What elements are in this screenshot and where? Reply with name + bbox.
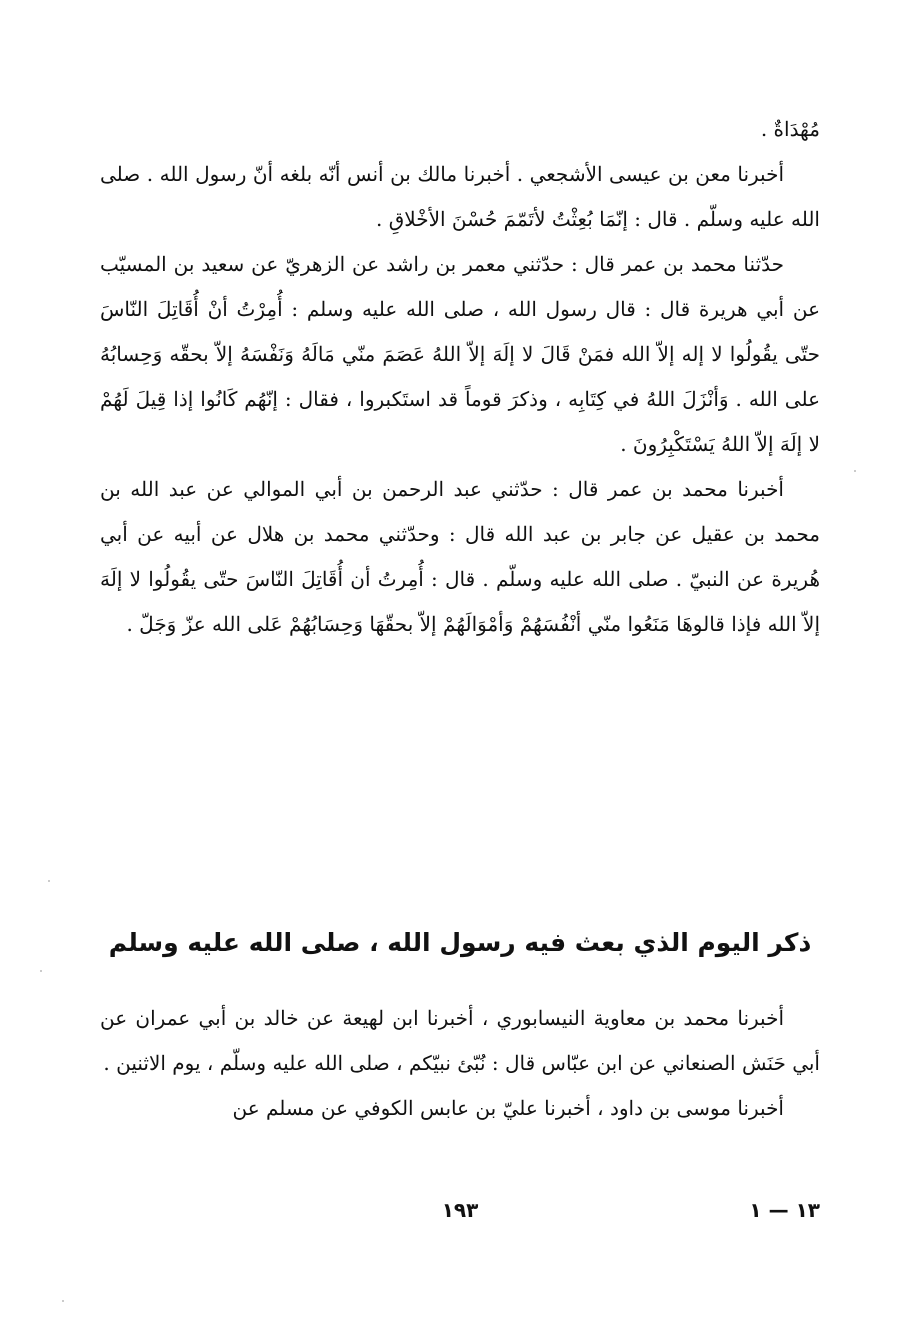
paragraph: أخبرنا محمد بن معاوية النيسابوري ، أخبرنا ابن لهيعة عن خالد بن أبي عمران عن أبي حَنَش الصنعاني عن ابن عبّاس قال : نُبّئ نبيّكم ، صلى الله عليه وسلّم ، يوم الاثنين .	[100, 1006, 820, 1075]
scan-speck	[40, 970, 42, 972]
bottom-text-section	[100, 996, 820, 1131]
paragraph: أخبرنا معن بن عيسى الأشجعي . أخبرنا مالك بن أنس أنّه بلغه أنّ رسول الله . صلى الله عليه وسلّم . قال : إنّمَا بُعِثْتُ لأتَمّمَ حُسْنَ الأخْلاقِ .	[100, 162, 820, 231]
paragraph-continuation: مُهْدَاةٌ .	[760, 117, 820, 141]
page-footer	[100, 1198, 820, 1238]
top-text-section	[100, 107, 820, 647]
paragraph: أخبرنا موسى بن داود ، أخبرنا عليّ بن عابس الكوفي عن مسلم عن	[232, 1096, 784, 1120]
page-number: ١٩٣	[441, 1198, 479, 1222]
scan-speck	[48, 880, 50, 882]
section-heading: ذكر اليوم الذي بعث فيه رسول الله ، صلى الله عليه وسلم	[108, 928, 812, 957]
signature-mark: ١٣ — ١	[749, 1198, 820, 1222]
scan-speck	[854, 470, 856, 472]
paragraph: أخبرنا محمد بن عمر قال : حدّثني عبد الرحمن بن أبي الموالي عن عبد الله بن محمد بن عقيل عن جابر بن عبد الله قال : وحدّثني محمد بن هلال عن أبيه عن أبي هُريرة عن النبيّ . صلى الله عليه وسلّم . قال : أُمِرتُ أن أُقَاتِلَ النّاسَ حتّى يقُولُوا لا إلَهَ إلاّ الله فإذا قالوهَا مَنَعُوا منّي أنْفُسَهُمْ وَأمْوَالَهُمْ إلاّ بحقّهَا وَحِسَابُهُمْ عَلى الله عزّ وَجَلّ .	[100, 477, 820, 636]
paragraph: حدّثنا محمد بن عمر قال : حدّثني معمر بن راشد عن الزهريّ عن سعيد بن المسيّب عن أبي هريرة قال : قال رسول الله ، صلى الله عليه وسلم : أُمِرْتُ أنْ أُقَاتِلَ النّاسَ حتّى يقُولُوا لا إله إلاّ الله فمَنْ قَالَ لا إلَهَ إلاّ اللهُ عَصَمَ منّي مَالَهُ وَنَفْسَهُ إلاّ بحقّه وَحِسابُهُ على الله . وَأنْزَلَ اللهُ في كِتَابِه ، وذكرَ قوماً قد استَكبروا ، فقال : إنّهُم كَانُوا إذا قِيلَ لَهُمْ لا إلَهَ إلاّ اللهُ يَسْتَكْبِرُونَ .	[100, 252, 821, 456]
scan-speck	[62, 1300, 64, 1302]
